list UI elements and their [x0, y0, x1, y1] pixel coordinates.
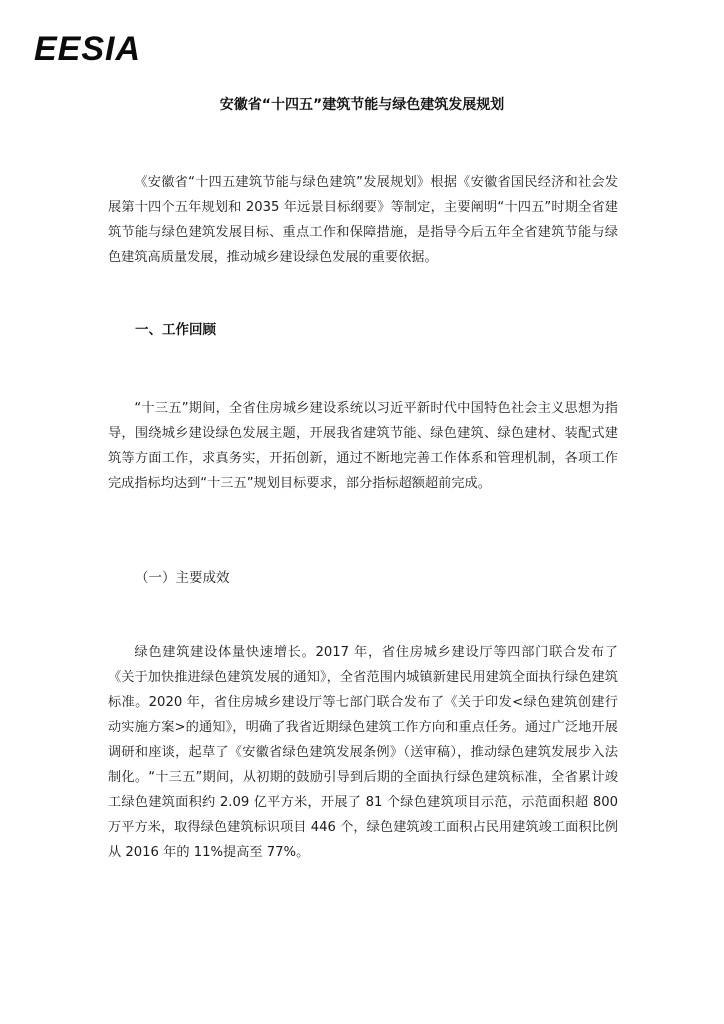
intro-paragraph: 《安徽省“十四五建筑节能与绿色建筑”发展规划》根据《安徽省国民经济和社会发展第十四个五年规划和 2035 年远景目标纲要》等制定，主要阐明“十四五”时期全省建筑节能与绿色建筑发展目标、重点工作和保障措施，是指导今后五年全省建筑节能与绿色建筑高质量发展，推动城乡建设绿色发展的重要依据。 — [108, 175, 618, 265]
eesia-logo: EESIA — [34, 30, 142, 68]
main-achievements-paragraph: 绿色建筑建设体量快速增长。2017 年，省住房城乡建设厅等四部门联合发布了《关于加快推进绿色建筑发展的通知》，全省范围内城镇新建民用建筑全面执行绿色建筑标准。2020 年，省住房城乡建设厅等七部门联合发布了《关于印发<绿色建筑创建行动实施方案>的通知》，明确了我省近期绿色建筑工作方向和重点任务。通过广泛地开展调研和座谈，起草了《安徽省绿色建筑发展条例》（送审稿），推动绿色建筑发展步入法制化。“十三五”期间，从初期的鼓励引导到后期的全面执行绿色建筑标准，全省累计竣工绿色建筑面积约 2.09 亿平方米，开展了 81 个绿色建筑项目示范，示范面积超 800 万平方米，取得绿色建筑标识项目 446 个，绿色建筑竣工面积占民用建筑竣工面积比例从 2016 年的 11%提高至 77%。 — [108, 645, 618, 860]
document-title: 安徽省“十四五”建筑节能与绿色建筑发展规划 — [219, 97, 505, 113]
section-heading-work-review: 一、工作回顾 — [135, 322, 216, 338]
subsection-heading-main-achievements: （一）主要成效 — [135, 570, 230, 586]
work-review-paragraph: “十三五”期间，全省住房城乡建设系统以习近平新时代中国特色社会主义思想为指导，围绕城乡建设绿色发展主题，开展我省建筑节能、绿色建筑、绿色建材、装配式建筑等方面工作，求真务实，开拓创新，通过不断地完善工作体系和管理机制，各项工作完成指标均达到“十三五”规划目标要求，部分指标超额超前完成。 — [108, 401, 618, 491]
